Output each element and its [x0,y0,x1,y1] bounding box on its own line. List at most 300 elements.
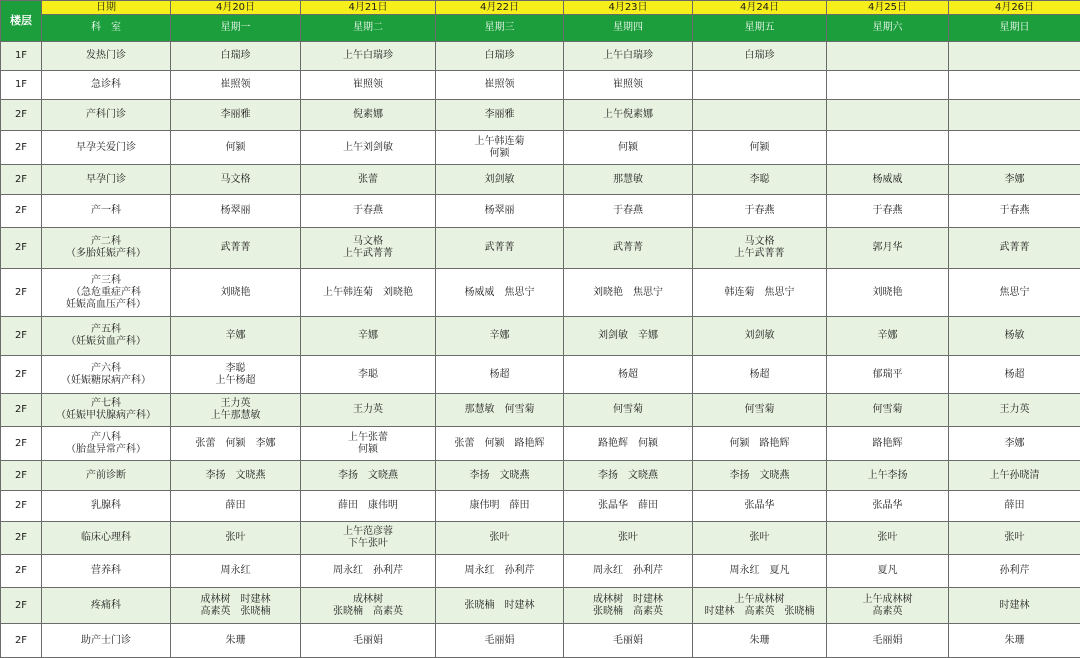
schedule-cell [301,624,436,658]
schedule-cell [827,624,949,658]
floor-cell: 2F [1,356,42,394]
doctor-name: 毛丽娟 [872,634,903,646]
doctor-name: 成林树 [353,593,383,605]
doctor-name: 马文格 [220,173,251,185]
doctor-name: 何雪菊 [744,404,775,415]
doctor-name: 朱珊 [749,634,770,646]
dept-line: 急诊科 [91,79,121,90]
weekday-cell: 星期日 [949,15,1080,42]
schedule-cell [564,269,693,317]
doctor-name: 时建林 [999,599,1030,611]
doctor-name: 张叶 [225,532,246,543]
schedule-cell [171,71,301,100]
doctor-name: 李扬 文晓燕 [469,469,530,481]
schedule-cell [564,461,693,491]
schedule-cell [693,317,827,356]
dept-line: 产前诊断 [86,469,126,481]
dept-cell [42,394,171,427]
dept-line: 助产士门诊 [81,634,131,646]
doctor-name: 辛娜 [225,330,246,341]
date-cell: 4月23日 [564,1,693,15]
schedule-cell [436,131,564,165]
dept-cell [42,427,171,461]
doctor-name: 李扬 文晓燕 [205,469,266,481]
dept-cell [42,317,171,356]
doctor-name: 张叶 [877,532,898,543]
schedule-cell [564,394,693,427]
doctor-name: 张晶华 [872,500,903,511]
schedule-cell [564,317,693,356]
schedule-cell [949,356,1080,394]
schedule-cell [171,269,301,317]
doctor-name: 张晓楠 高素英 [593,605,663,617]
doctor-name: 薛田 康伟明 [338,500,398,511]
doctor-name: 上午白瑞珍 [343,50,393,61]
schedule-cell [564,42,693,71]
schedule-cell [171,555,301,588]
dept-cell [42,42,171,71]
doctor-name: 白瑞珍 [744,50,775,61]
doctor-name: 张晶华 [744,500,775,511]
doctor-name: 张蕾 何颍 路艳辉 [454,437,545,449]
schedule-cell [436,555,564,588]
dept-cell [42,491,171,522]
dept-line: 产科门诊 [86,109,126,120]
doctor-name: 于春燕 [353,205,383,216]
doctor-name: 刘晓艳 [220,286,251,298]
doctor-name: 刘晓艳 [872,286,903,298]
doctor-name: 于春燕 [999,205,1030,216]
schedule-cell [436,491,564,522]
schedule-cell [301,427,436,461]
doctor-name: 时建林 高素英 张晓楠 [704,605,815,617]
floor-cell: 2F [1,461,42,491]
date-row [1,1,1080,15]
doctor-name: 何颍 [489,147,510,159]
doctor-name: 刘晓艳 焦思宁 [593,286,663,298]
doctor-name: 武菁菁 [220,242,251,253]
doctor-name: 李扬 文晓燕 [598,469,658,481]
schedule-cell [827,228,949,269]
doctor-name: 上午武菁菁 [343,248,393,259]
schedule-cell [693,131,827,165]
schedule-cell [301,394,436,427]
dept-line: （妊娠贫血产科） [66,336,146,347]
doctor-name: 张晶华 薛田 [598,500,658,511]
doctor-name: 上午成林树 [862,593,913,605]
schedule-cell [301,555,436,588]
doctor-name: 李娜 [1004,437,1025,449]
schedule-cell [436,356,564,394]
doctor-name: 毛丽娟 [353,634,383,646]
schedule-cell [693,195,827,228]
doctor-name: 杨威威 焦思宁 [464,286,535,298]
doctor-name: 路艳辉 [872,437,903,449]
doctor-name: 周永红 孙利芹 [593,565,663,576]
doctor-name: 上午刘剑敏 [343,141,393,153]
doctor-name: 张叶 [1004,532,1025,543]
schedule-cell [693,624,827,658]
date-cell: 4月21日 [301,1,436,15]
doctor-name: 上午杨超 [215,374,256,386]
schedule-cell [827,317,949,356]
table-row [1,555,1080,588]
doctor-name: 周永红 孙利芹 [464,565,535,576]
dept-line: 妊娠高血压产科） [66,298,146,310]
schedule-cell [436,165,564,195]
schedule-cell [171,228,301,269]
floor-cell: 2F [1,491,42,522]
schedule-cell [949,165,1080,195]
floor-cell: 2F [1,555,42,588]
dept-cell [42,588,171,624]
dept-line: （急危重症产科 [71,286,141,298]
schedule-cell [564,100,693,131]
schedule-cell [949,522,1080,555]
schedule-cell [827,131,949,165]
weekday-cell: 星期四 [564,15,693,42]
doctor-name: 高素英 [872,605,903,617]
doctor-name: 何雪菊 [872,404,903,415]
doctor-name: 上午范彦蓉 [343,526,393,537]
doctor-name: 薛田 [1004,500,1025,511]
floor-cell: 2F [1,131,42,165]
doctor-name: 朱珊 [1004,634,1025,646]
table-row [1,317,1080,356]
date-label: 日期 [42,1,171,15]
schedule-cell [827,461,949,491]
doctor-name: 上午韩连菊 刘晓艳 [323,286,413,298]
schedule-cell [564,71,693,100]
doctor-name: 于春燕 [872,205,903,216]
schedule-cell [171,100,301,131]
schedule-cell [827,522,949,555]
doctor-name: 辛娜 [358,330,378,341]
schedule-cell [301,356,436,394]
weekday-row [1,15,1080,42]
weekday-cell: 星期六 [827,15,949,42]
date-cell: 4月22日 [436,1,564,15]
dept-line: 营养科 [91,565,121,576]
doctor-name: 崔照领 [353,79,383,90]
doctor-name: 毛丽娟 [484,634,515,646]
schedule-cell [301,165,436,195]
dept-cell [42,165,171,195]
schedule-cell [949,269,1080,317]
schedule-cell [301,228,436,269]
schedule-cell [301,522,436,555]
schedule-cell [171,131,301,165]
schedule-cell [827,394,949,427]
doctor-name: 崔照领 [220,79,251,90]
doctor-name: 上午那慧敏 [210,410,261,421]
doctor-name: 李聪 [225,362,246,374]
schedule-cell [693,71,827,100]
schedule-cell [564,555,693,588]
dept-cell [42,195,171,228]
doctor-name: 武菁菁 [613,242,643,253]
doctor-name: 杨超 [618,368,638,380]
doctor-name: 杨威威 [872,173,903,185]
schedule-cell [301,42,436,71]
doctor-name: 武菁菁 [484,242,515,253]
doctor-name: 周永红 [220,565,251,576]
table-row [1,588,1080,624]
doctor-name: 辛娜 [877,330,898,341]
schedule-cell [436,100,564,131]
schedule-cell [827,71,949,100]
schedule-cell [949,624,1080,658]
floor-cell: 2F [1,269,42,317]
schedule-cell [564,165,693,195]
doctor-name: 焦思宁 [999,286,1030,298]
doctor-name: 张叶 [618,532,638,543]
schedule-cell [171,165,301,195]
table-row [1,228,1080,269]
doctor-name: 王力英 [220,398,251,409]
dept-cell [42,555,171,588]
doctor-name: 刘剑敏 [744,330,775,341]
schedule-cell [564,356,693,394]
date-cell: 4月25日 [827,1,949,15]
doctor-name: 武菁菁 [999,242,1030,253]
schedule-cell [827,100,949,131]
dept-line: 产七科 [91,398,121,409]
table-row [1,491,1080,522]
dept-line: 产六科 [91,362,121,374]
doctor-name: 李扬 文晓燕 [729,469,790,481]
floor-header: 楼层 [1,1,42,42]
schedule-cell [171,588,301,624]
dept-line: 产八科 [91,431,121,443]
doctor-name: 郭月华 [872,242,903,253]
table-row [1,195,1080,228]
schedule-cell [171,522,301,555]
doctor-name: 郁瑞平 [872,368,903,380]
dept-cell [42,461,171,491]
doctor-name: 上午李扬 [867,469,908,481]
schedule-cell [436,317,564,356]
schedule-cell [949,394,1080,427]
schedule-cell [436,269,564,317]
schedule-cell [564,195,693,228]
schedule-cell [564,624,693,658]
weekday-cell: 星期五 [693,15,827,42]
doctor-name: 李丽雅 [484,109,515,120]
schedule-cell [171,461,301,491]
schedule-cell [827,42,949,71]
schedule-cell [564,491,693,522]
schedule-cell [949,131,1080,165]
doctor-name: 倪素娜 [353,109,383,120]
schedule-cell [693,269,827,317]
doctor-name: 上午倪素娜 [603,109,653,120]
schedule-cell [693,427,827,461]
doctor-name: 辛娜 [489,330,510,341]
doctor-name: 刘剑敏 [484,173,515,185]
doctor-name: 李聪 [749,173,770,185]
schedule-cell [564,228,693,269]
dept-line: （妊娠糖尿病产科） [61,374,151,386]
date-cell: 4月20日 [171,1,301,15]
doctor-name: 上午张蕾 [348,431,388,443]
table-row [1,522,1080,555]
schedule-cell [436,71,564,100]
schedule-cell [827,491,949,522]
floor-cell: 2F [1,522,42,555]
doctor-name: 李扬 文晓燕 [338,469,398,481]
dept-line: 疼痛科 [91,599,121,611]
doctor-name: 路艳辉 何颍 [598,437,658,449]
doctor-name: 何雪菊 [613,404,643,415]
doctor-name: 杨翠丽 [484,205,515,216]
floor-cell: 1F [1,71,42,100]
doctor-name: 崔照领 [484,79,515,90]
schedule-cell [949,317,1080,356]
dept-line: （妊娠甲状腺病产科） [56,410,156,421]
dept-line: 乳腺科 [91,500,121,511]
date-cell: 4月24日 [693,1,827,15]
doctor-name: 李娜 [1004,173,1025,185]
doctor-name: 上午韩连菊 [474,135,525,147]
schedule-cell [949,100,1080,131]
table-row [1,165,1080,195]
schedule-cell [301,195,436,228]
schedule-cell [301,131,436,165]
doctor-name: 韩连菊 焦思宁 [724,286,795,298]
doctor-name: 张叶 [749,532,770,543]
table-row [1,100,1080,131]
dept-cell [42,100,171,131]
schedule-cell [827,356,949,394]
table-row [1,269,1080,317]
weekday-cell: 星期二 [301,15,436,42]
doctor-name: 张晓楠 高素英 [333,605,403,617]
dept-line: 临床心理科 [81,532,131,543]
doctor-name: 张蕾 何颍 李娜 [195,437,276,449]
schedule-cell [436,427,564,461]
doctor-name: 高素英 张晓楠 [200,605,271,617]
dept-line: 产二科 [91,236,121,247]
schedule-cell [693,461,827,491]
schedule-cell [949,195,1080,228]
doctor-name: 夏凡 [877,565,898,576]
doctor-name: 成林树 时建林 [200,593,271,605]
floor-cell: 2F [1,588,42,624]
schedule-cell [171,42,301,71]
schedule-cell [949,228,1080,269]
doctor-name: 杨超 [749,368,770,380]
doctor-name: 刘剑敏 辛娜 [598,330,658,341]
doctor-name: 马文格 [353,236,383,247]
doctor-name: 何颍 [225,141,246,153]
schedule-cell [171,624,301,658]
table-row [1,427,1080,461]
schedule-cell [436,588,564,624]
floor-cell: 2F [1,195,42,228]
doctor-name: 上午武菁菁 [734,248,785,259]
schedule-cell [301,317,436,356]
doctor-name: 白瑞珍 [220,50,251,61]
schedule-cell [436,42,564,71]
schedule-cell [827,269,949,317]
doctor-name: 上午成林树 [734,593,785,605]
doctor-name: 杨敏 [1004,330,1025,341]
dept-line: 产一科 [91,205,121,216]
schedule-cell [564,588,693,624]
schedule-cell [436,461,564,491]
dept-line: 早孕门诊 [86,173,126,185]
floor-cell: 2F [1,394,42,427]
schedule-cell [436,624,564,658]
dept-cell [42,269,171,317]
schedule-cell [693,100,827,131]
weekday-cell: 星期一 [171,15,301,42]
doctor-name: 崔照领 [613,79,643,90]
doctor-name: 白瑞珍 [484,50,515,61]
doctor-name: 张晓楠 时建林 [464,599,535,611]
schedule-cell [949,71,1080,100]
doctor-name: 薛田 [225,500,246,511]
table-row [1,394,1080,427]
schedule-cell [827,555,949,588]
doctor-name: 何颍 路艳辉 [729,437,790,449]
table-row [1,131,1080,165]
schedule-cell [827,165,949,195]
dept-cell [42,356,171,394]
dept-header: 科 室 [42,15,171,42]
floor-cell: 2F [1,165,42,195]
doctor-name: 上午孙晓清 [989,469,1040,481]
schedule-cell [171,491,301,522]
schedule-cell [301,588,436,624]
doctor-name: 孙利芹 [999,565,1030,576]
schedule-cell [693,356,827,394]
schedule-cell [693,228,827,269]
doctor-name: 何颍 [618,141,638,153]
table-row [1,356,1080,394]
doctor-name: 朱珊 [225,634,246,646]
doctor-name: 周永红 夏凡 [729,565,790,576]
schedule-cell [827,195,949,228]
doctor-name: 王力英 [999,404,1030,415]
schedule-cell [301,71,436,100]
schedule-cell [564,131,693,165]
dept-cell [42,522,171,555]
schedule-cell [949,42,1080,71]
doctor-name: 杨超 [1004,368,1025,380]
schedule-cell [949,427,1080,461]
schedule-cell [436,195,564,228]
doctor-name: 王力英 [353,404,383,415]
doctor-name: 李聪 [358,368,378,380]
doctor-name: 成林树 时建林 [593,593,663,605]
table-row [1,461,1080,491]
dept-cell [42,131,171,165]
schedule-cell [693,588,827,624]
schedule-cell [693,165,827,195]
schedule-cell [171,356,301,394]
schedule-cell [693,555,827,588]
schedule-cell [827,588,949,624]
dept-cell [42,624,171,658]
doctor-name: 那慧敏 [613,173,643,185]
schedule-cell [693,42,827,71]
doctor-name: 杨翠丽 [220,205,251,216]
schedule-cell [949,491,1080,522]
schedule-cell [436,228,564,269]
doctor-name: 上午白瑞珍 [603,50,653,61]
